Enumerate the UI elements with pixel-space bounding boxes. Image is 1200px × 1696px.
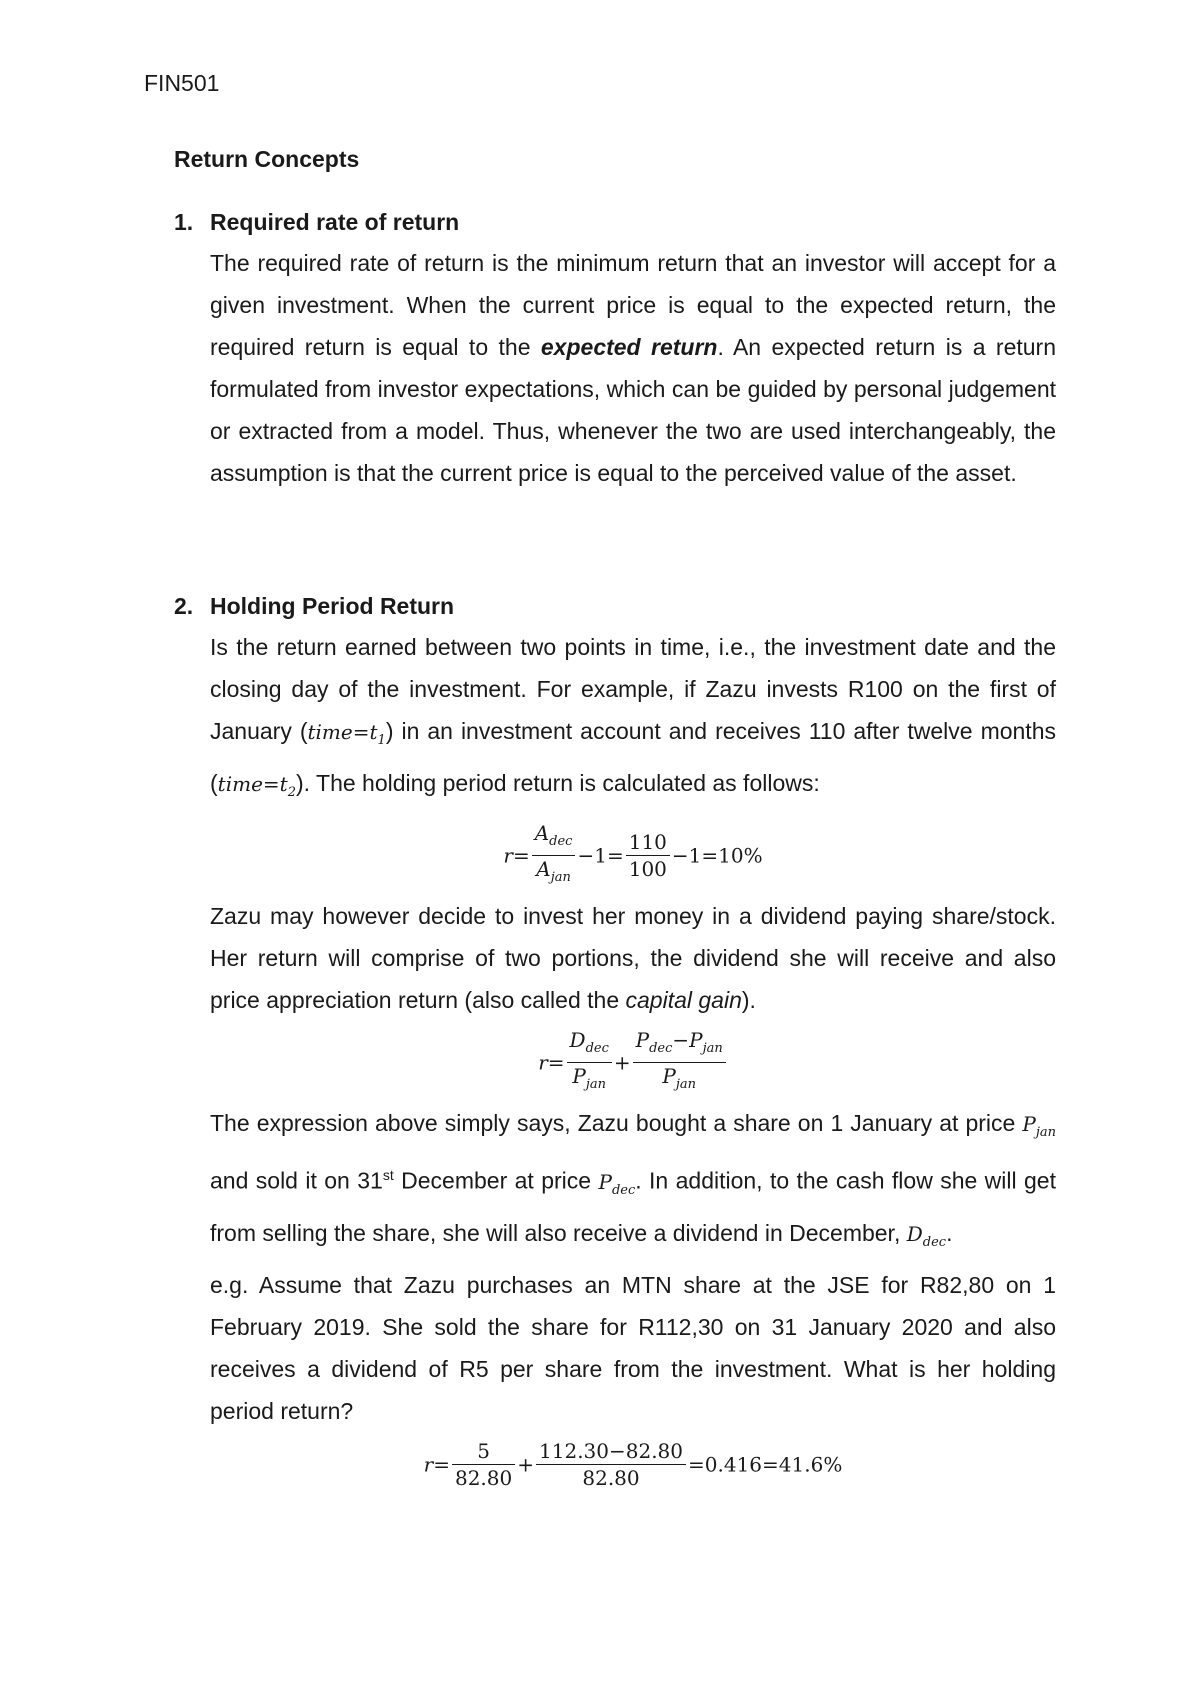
document-title: Return Concepts	[174, 146, 360, 172]
math-p-dec: $P_{dec}$	[598, 1169, 636, 1198]
section-required-rate	[174, 202, 1056, 494]
section-body	[210, 242, 1056, 494]
section-heading	[174, 202, 1056, 242]
formula-dividend-return: r= $\frac{D_{dec}}{P_{jan}}$ + $\frac{P_{dec}-P_{jan}}{P_{jan}}$	[210, 1027, 1056, 1098]
section-holding-period-return	[174, 586, 1056, 1491]
paragraph: The expression above simply says, Zazu bought a share on 1 January at price $P_{jan}$ and sold it on 31st December at price $P_{dec}$. In addition, to the cash flow she will get from selling the share, she will also receive a dividend in December, $D_{dec}$.	[210, 1110, 1056, 1250]
section-heading	[174, 586, 1056, 626]
math-time-t1: $time=t_1$	[307, 720, 386, 748]
text-run: The required rate of return is the minimum return that an investor will accept for a given investment. When the current price is equal to the expected return, the required return is equal to the	[210, 250, 1056, 360]
paragraph	[210, 626, 1056, 814]
text-run: ). The holding period return is calculated as follows:	[296, 770, 820, 796]
math-p-jan: $P_{jan}$	[1022, 1112, 1056, 1140]
text-run: . An expected return is a return formulated from investor expectations, which can be guided by personal judgement or extracted from a model. Thus, whenever the two are used interchangeably, the assumption is that the current price is equal to the perceived value of the asset.	[210, 334, 1056, 486]
text-run: The expression above simply says, Zazu bought a share on 1 January at price	[210, 1110, 1023, 1136]
paragraph	[210, 895, 1056, 1021]
paragraph: e.g. Assume that Zazu purchases an MTN share at the JSE for R82,80 on 1 February 2019. She sold the share for R112,30 on 31 January 2020 and also receives a dividend of R5 per share from the investment. What is her holding period return?	[210, 1271, 1056, 1424]
formula-simple-return: r= $\frac{A_{dec}}{A_{jan}}$ −1= $\frac{110}{100}$ −1=10%	[503, 821, 763, 885]
text-run: ).	[741, 987, 756, 1013]
text-run: and sold it on 31	[210, 1167, 383, 1194]
text-run: Zazu may however decide to invest her money in a dividend paying share/stock. Her return will comprise of two portions, the dividend she will receive and also price appreciation return (also called the	[210, 903, 1056, 1013]
text-run: . In addition, to the cash flow she will get from selling the share, she will also receive a dividend in December,	[210, 1167, 1056, 1246]
math-d-dec: $D_{dec}$	[906, 1221, 947, 1250]
text-run: Is the return earned between two points in time, i.e., the investment date and the closing day of the investment. For example, if Zazu invests R100 on the first of January (	[210, 634, 1056, 744]
text-run: .	[946, 1219, 953, 1246]
emphasis-capital-gain: capital gain	[625, 987, 742, 1013]
emphasis-expected-return: expected return	[540, 334, 718, 360]
course-code-header: FIN501	[144, 70, 220, 96]
section-heading-text: Holding Period Return	[210, 593, 455, 619]
formula-mtn-example: r= $\frac{5}{82.80}$ + $\frac{112.30-82.80}{82.80}$ =0.416=41.6%	[423, 1438, 843, 1490]
section-body	[210, 626, 1056, 1491]
text-run: ) in an investment account and receives 110 after twelve months (	[210, 718, 1056, 796]
section-number: 2.	[174, 593, 194, 619]
section-heading-text: Required rate of return	[210, 209, 460, 235]
section-number: 1.	[174, 209, 194, 235]
text-run: December at price	[393, 1167, 599, 1194]
paragraph	[210, 242, 1056, 494]
math-time-t2: $time=t_2$	[217, 772, 296, 800]
